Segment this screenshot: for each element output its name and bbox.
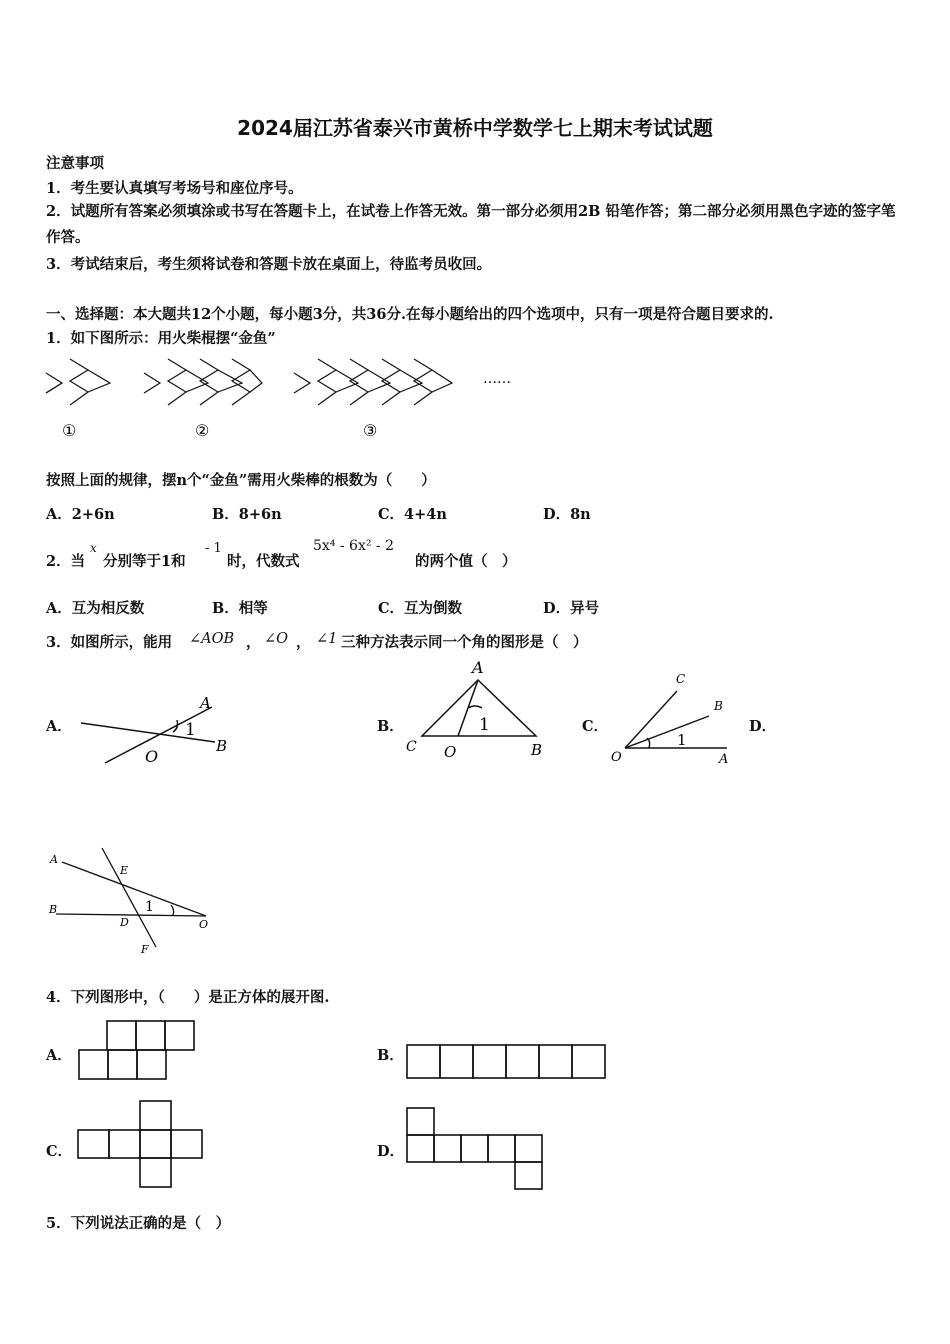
q2-option-d[interactable]: D．异号 [543, 600, 600, 617]
q3-figure-c [605, 668, 745, 768]
q4-option-d-letter[interactable]: D． [377, 1143, 405, 1160]
q3-d-label-b: B [49, 903, 58, 916]
q3-b-label-b: B [531, 741, 543, 759]
q1-option-a[interactable]: A．2+6n [46, 506, 115, 523]
q3-option-a-letter[interactable]: A． [46, 718, 72, 735]
q3-option-d-letter[interactable]: D． [749, 718, 777, 735]
q3-d-label-e: E [120, 864, 129, 877]
q3-c-label-c: C [676, 672, 686, 686]
q2-stem-a: 2．当 [46, 553, 86, 570]
q4-net-d [406, 1107, 546, 1191]
q1-fish-figures [40, 352, 560, 447]
q5-stem: 5．下列说法正确的是（ ） [46, 1215, 231, 1232]
q3-a-label-o: O [145, 747, 159, 766]
q3-b-label-1: 1 [479, 715, 490, 735]
q3-a-label-1: 1 [185, 720, 196, 740]
q2-stem-c: 时，代数式 [227, 553, 300, 570]
q4-net-b [406, 1044, 611, 1080]
q3-figure-b [400, 658, 560, 763]
q2-neg-one: - 1 [205, 541, 222, 556]
q3-c-label-o: O [611, 750, 622, 765]
q2-option-b[interactable]: B．相等 [212, 600, 268, 617]
q3-symbol-1: ∠1 [316, 631, 338, 647]
q3-figure-d [44, 845, 224, 960]
q3-d-label-1: 1 [145, 899, 154, 915]
q1-label-1: ① [62, 421, 77, 440]
q3-option-c-letter[interactable]: C． [582, 718, 609, 735]
q4-option-c-letter[interactable]: C． [46, 1143, 73, 1160]
notice-item-1: 1．考生要认真填写考场号和座位序号。 [46, 180, 303, 197]
q4-net-a [78, 1020, 198, 1082]
q2-option-c[interactable]: C．互为倒数 [378, 600, 463, 617]
section1-heading: 一、选择题：本大题共12个小题，每小题3分，共36分.在每小题给出的四个选项中，只有一项是符合题目要求的. [46, 306, 774, 323]
q3-figure-a [75, 690, 245, 775]
page-title: 2024届江苏省泰兴市黄桥中学数学七上期末考试试题 [237, 116, 713, 140]
q2-stem-d: 的两个值（ ） [415, 553, 517, 570]
q3-b-label-a: A [472, 658, 484, 677]
q3-symbol-aob: ∠AOB [189, 631, 235, 647]
q3-separator-1: ， [246, 634, 261, 651]
notice-heading: 注意事项 [46, 155, 104, 172]
q2-expression: 5x⁴ - 6x² - 2 [313, 538, 394, 554]
q1-label-2: ② [195, 421, 210, 440]
q1-option-b[interactable]: B．8+6n [212, 506, 282, 523]
q1-question: 按照上面的规律，摆n个“金鱼”需用火柴棒的根数为（ ） [46, 472, 436, 489]
q3-option-b-letter[interactable]: B． [377, 718, 404, 735]
q3-symbol-o: ∠O [264, 631, 289, 647]
q3-b-label-o: O [444, 743, 457, 761]
q4-net-c [77, 1100, 207, 1190]
q3-b-label-c: C [406, 739, 417, 755]
q3-stem-b: 三种方法表示同一个角的图形是（ ） [341, 634, 588, 651]
q4-stem: 4．下列图形中，（ ）是正方体的展开图. [46, 989, 330, 1006]
q1-stem: 1．如下图所示：用火柴棍摆“金鱼” [46, 330, 276, 347]
q3-c-label-b: B [714, 699, 723, 713]
q2-var-x: x [90, 541, 97, 555]
q3-c-label-1: 1 [677, 731, 687, 749]
q3-c-label-a: A [719, 752, 729, 767]
q3-d-label-a: A [50, 853, 58, 866]
q1-label-3: ③ [363, 421, 378, 440]
q1-ellipsis: …… [483, 371, 511, 387]
notice-item-2: 2．试题所有答案必须填涂或书写在答题卡上，在试卷上作答无效。第一部分必须用2B 铅笔作答；第二部分必须用黑色字迹的签字笔作答。 [46, 203, 896, 246]
q3-d-label-o: O [199, 918, 209, 931]
q3-a-label-a: A [200, 694, 211, 712]
q4-option-a-letter[interactable]: A． [46, 1047, 72, 1064]
q2-option-a[interactable]: A．互为相反数 [46, 600, 145, 617]
q3-a-label-b: B [216, 737, 228, 755]
q3-d-label-d: D [120, 916, 129, 929]
q3-stem-a: 3．如图所示，能用 [46, 634, 173, 651]
q1-option-d[interactable]: D．8n [543, 506, 591, 523]
q1-option-c[interactable]: C．4+4n [378, 506, 447, 523]
notice-item-3: 3．考试结束后，考生须将试卷和答题卡放在桌面上，待监考员收回。 [46, 256, 492, 273]
q2-stem-b: 分别等于1和 [103, 553, 186, 570]
q3-separator-2: ， [296, 634, 311, 651]
q3-d-label-f: F [141, 943, 149, 956]
q4-option-b-letter[interactable]: B． [377, 1047, 404, 1064]
